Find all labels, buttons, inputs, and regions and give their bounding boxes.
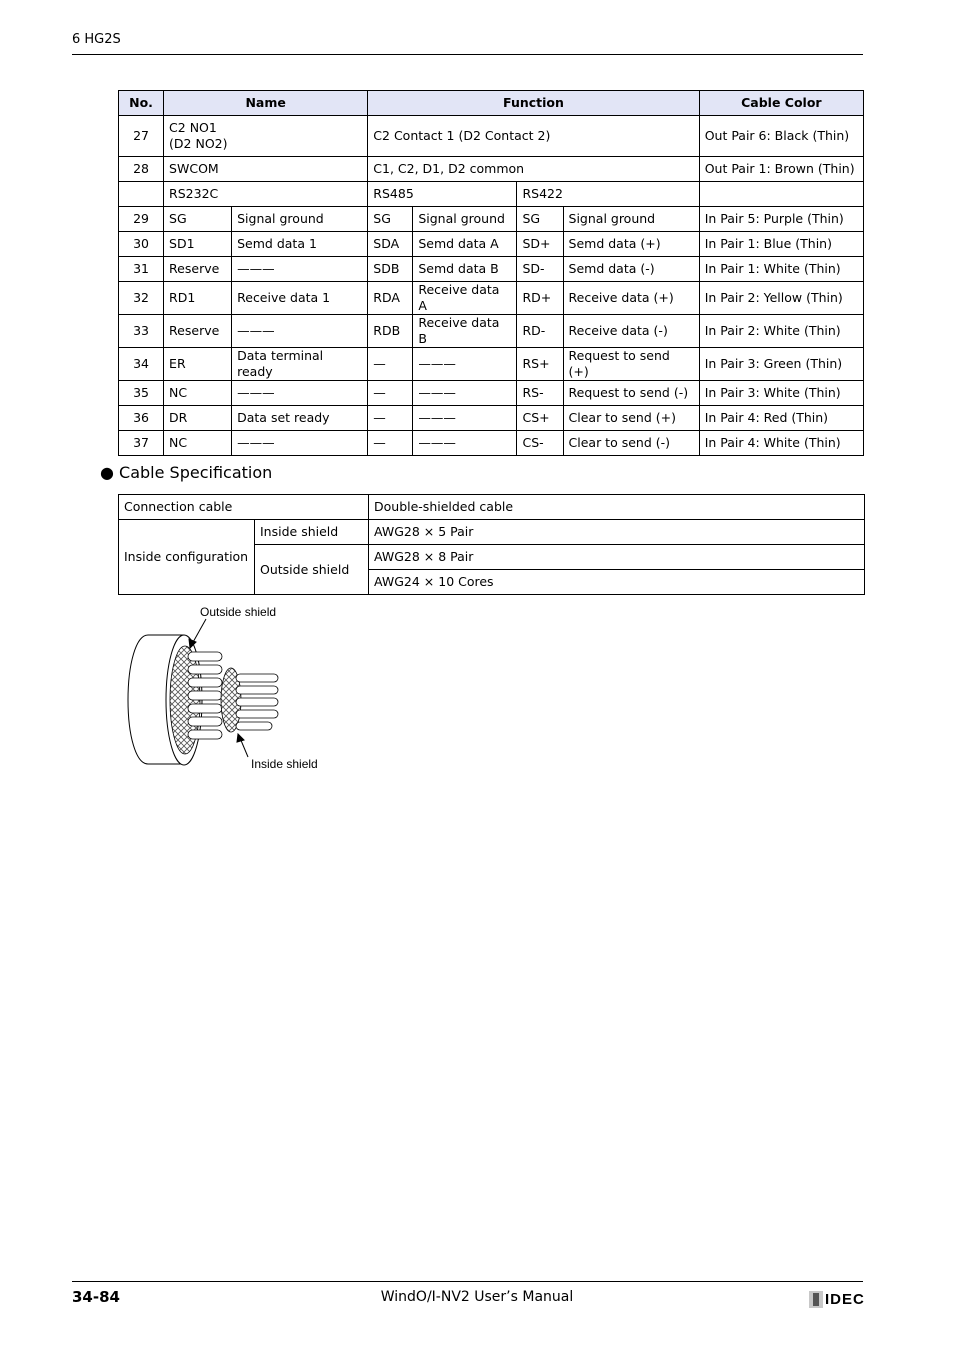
pin-function: C1, C2, D1, D2 common (368, 157, 699, 182)
outside-shield-value: AWG24 × 10 Cores (369, 570, 865, 595)
table-row (119, 157, 864, 182)
connection-cable-value: Double-shielded cable (369, 495, 865, 520)
pin-no: 37 (119, 431, 164, 456)
connection-cable-label: Connection cable (119, 495, 369, 520)
table-header-row (119, 91, 864, 116)
inside-shield-value: AWG28 × 5 Pair (369, 520, 865, 545)
pin-no: 34 (119, 348, 164, 381)
protocol-rs485: RS485 (368, 182, 517, 207)
cable-illustration (118, 602, 348, 777)
outside-shield-value: AWG28 × 8 Pair (369, 545, 865, 570)
rs422-function: Clear to send (-) (563, 431, 699, 456)
idec-logo (809, 1291, 865, 1308)
rs232c-name: DR (164, 406, 232, 431)
pin-cable-color: In Pair 2: Yellow (Thin) (699, 282, 863, 315)
rs232c-name: Reserve (164, 315, 232, 348)
header-rule (72, 54, 863, 55)
rs422-name: SG (517, 207, 563, 232)
rs485-function: Receive data B (413, 315, 517, 348)
rs485-name: SG (368, 207, 413, 232)
rs232c-function: ——— (232, 315, 368, 348)
pin-cable-color: In Pair 4: White (Thin) (699, 431, 863, 456)
table-row (119, 282, 864, 315)
table-row (119, 495, 865, 520)
rs485-function: Signal ground (413, 207, 517, 232)
pin-no: 30 (119, 232, 164, 257)
pin-cable-color: In Pair 3: White (Thin) (699, 381, 863, 406)
table-row (119, 348, 864, 381)
header-cable-color: Cable Color (699, 91, 863, 116)
pin-no: 36 (119, 406, 164, 431)
rs485-function: ——— (413, 381, 517, 406)
rs232c-name: Reserve (164, 257, 232, 282)
rs232c-function: Receive data 1 (232, 282, 368, 315)
pin-no: 32 (119, 282, 164, 315)
rs485-name: — (368, 431, 413, 456)
table-row (119, 520, 865, 545)
rs485-name: RDA (368, 282, 413, 315)
protocol-rs232c: RS232C (164, 182, 368, 207)
rs485-name: SDB (368, 257, 413, 282)
rs422-name: CS- (517, 431, 563, 456)
inside-config-label: Inside configuration (119, 520, 255, 595)
rs422-name: CS+ (517, 406, 563, 431)
rs422-function: Receive data (+) (563, 282, 699, 315)
rs232c-function: ——— (232, 381, 368, 406)
rs485-function: ——— (413, 406, 517, 431)
rs232c-name: ER (164, 348, 232, 381)
section-header: 6 HG2S (72, 32, 121, 47)
rs422-function: Semd data (+) (563, 232, 699, 257)
rs422-name: RS- (517, 381, 563, 406)
footer-rule (72, 1281, 863, 1282)
table-row (119, 406, 864, 431)
rs232c-function: Signal ground (232, 207, 368, 232)
rs232c-function: ——— (232, 431, 368, 456)
rs422-function: Semd data (-) (563, 257, 699, 282)
rs422-function: Request to send (-) (563, 381, 699, 406)
rs232c-name: SG (164, 207, 232, 232)
table-row (119, 315, 864, 348)
pin-cable-color: In Pair 1: White (Thin) (699, 257, 863, 282)
page-number: 34-84 (72, 1288, 120, 1306)
rs485-function: Semd data B (413, 257, 517, 282)
pin-name: SWCOM (164, 157, 368, 182)
protocol-blank-cell (119, 182, 164, 207)
pin-cable-color: In Pair 3: Green (Thin) (699, 348, 863, 381)
outside-shield-label: Outside shield (255, 545, 369, 595)
rs485-function: ——— (413, 348, 517, 381)
rs422-function: Clear to send (+) (563, 406, 699, 431)
table-row (119, 207, 864, 232)
rs232c-name: NC (164, 431, 232, 456)
inside-shield-label: Inside shield (255, 520, 369, 545)
table-row (119, 232, 864, 257)
outside-shield-label: Outside shield (200, 605, 277, 619)
pin-no: 33 (119, 315, 164, 348)
manual-title: WindO/I-NV2 User’s Manual (380, 1289, 574, 1305)
pin-function: C2 Contact 1 (D2 Contact 2) (368, 116, 699, 157)
rs232c-function: Data terminal ready (232, 348, 368, 381)
rs232c-function: Data set ready (232, 406, 368, 431)
rs232c-function: ——— (232, 257, 368, 282)
pin-cable-color: Out Pair 1: Brown (Thin) (699, 157, 863, 182)
pin-cable-color: Out Pair 6: Black (Thin) (699, 116, 863, 157)
pin-no: 28 (119, 157, 164, 182)
table-row (119, 116, 864, 157)
rs485-function: Receive data A (413, 282, 517, 315)
rs485-function: Semd data A (413, 232, 517, 257)
rs422-name: RD- (517, 315, 563, 348)
pin-no: 27 (119, 116, 164, 157)
pin-no: 31 (119, 257, 164, 282)
rs485-name: RDB (368, 315, 413, 348)
table-row (119, 257, 864, 282)
pin-assignment-table (118, 90, 864, 456)
pin-cable-color: In Pair 1: Blue (Thin) (699, 232, 863, 257)
cable-spec-table (118, 494, 865, 595)
rs485-name: — (368, 406, 413, 431)
protocol-blank-cell (699, 182, 863, 207)
rs422-name: RD+ (517, 282, 563, 315)
pin-name: C2 NO1 (D2 NO2) (164, 116, 368, 157)
rs422-name: RS+ (517, 348, 563, 381)
rs232c-name: SD1 (164, 232, 232, 257)
pin-cable-color: In Pair 2: White (Thin) (699, 315, 863, 348)
table-row (119, 381, 864, 406)
rs232c-function: Semd data 1 (232, 232, 368, 257)
header-name: Name (164, 91, 368, 116)
rs485-name: SDA (368, 232, 413, 257)
rs422-function: Request to send (+) (563, 348, 699, 381)
rs232c-name: NC (164, 381, 232, 406)
cable-cross-section-diagram (118, 602, 348, 777)
rs485-function: ——— (413, 431, 517, 456)
cable-spec-heading: ● Cable Specification (100, 463, 273, 482)
inside-shield-label: Inside shield (251, 757, 318, 771)
rs422-name: SD+ (517, 232, 563, 257)
rs422-function: Receive data (-) (563, 315, 699, 348)
table-row (119, 431, 864, 456)
pin-no: 29 (119, 207, 164, 232)
logo-text: IDEC (825, 1291, 865, 1308)
pin-cable-color: In Pair 5: Purple (Thin) (699, 207, 863, 232)
header-no: No. (119, 91, 164, 116)
rs232c-name: RD1 (164, 282, 232, 315)
protocol-rs422: RS422 (517, 182, 699, 207)
pin-no: 35 (119, 381, 164, 406)
protocol-row (119, 182, 864, 207)
rs422-name: SD- (517, 257, 563, 282)
logo-mark-icon (809, 1291, 823, 1308)
rs485-name: — (368, 381, 413, 406)
rs422-function: Signal ground (563, 207, 699, 232)
header-function: Function (368, 91, 699, 116)
rs485-name: — (368, 348, 413, 381)
pin-cable-color: In Pair 4: Red (Thin) (699, 406, 863, 431)
